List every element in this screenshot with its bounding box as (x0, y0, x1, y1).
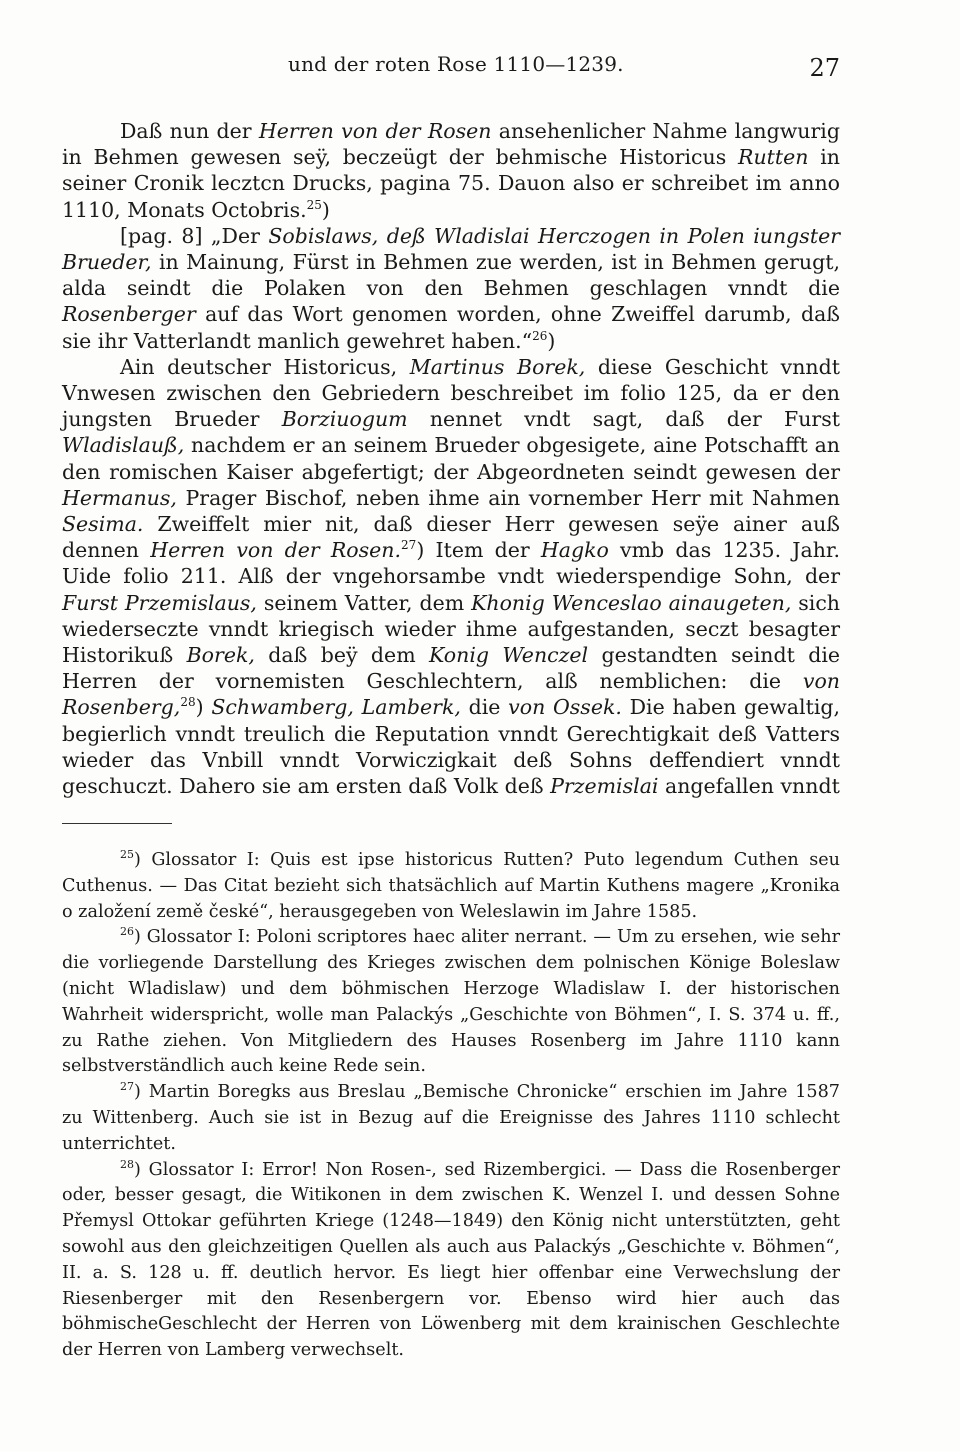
text-segment: ) Item der (416, 538, 541, 563)
italic-text: Herren von der Rosen. (150, 538, 402, 563)
text-segment: in seiner Cronik lecztcn Drucks, pagina 75. Dauon also er schreibet im anno 1110, Monats Octobris. (62, 145, 840, 222)
italic-text: Konig Wenczel (429, 643, 589, 668)
text-segment: seinem Vatter, dem (256, 590, 472, 615)
footnote (62, 925, 840, 1080)
footnote-reference: 26 (532, 328, 548, 343)
footnote-number: 28 (120, 1157, 134, 1171)
text-segment: diese Geschicht vnndt Vnwesen zwischen den Gebriedern beschreibet im folio 125, da er den jungsten Brueder (62, 354, 840, 432)
italic-text: Schwamberg, Lamberk, (211, 695, 461, 720)
body-paragraph (62, 354, 840, 799)
italic-text: Rosenberger (62, 302, 196, 327)
text-segment: nachdem er an seinem Brueder obgesigete, aine Potschafft an den romischen Kaiser abgefertigt; der Abgeordneten seindt gewesen der (62, 433, 840, 484)
footnote-reference: 25 (306, 197, 322, 212)
text-segment: gestandten seindt die Herren der vornemisten Geschlechtern, alß nemblichen: die (62, 643, 841, 694)
italic-text: Wladislauß, (62, 433, 185, 458)
main-text (62, 118, 840, 799)
italic-text: Herren von der Rosen (258, 119, 492, 143)
text-segment: [pag. 8] „Der (120, 223, 269, 248)
italic-text: Hermanus, (62, 485, 177, 510)
italic-text: Hagko (540, 538, 609, 563)
text-segment: vmb das 1235. Jahr. Uide folio 211. Alß der vngehorsambe vndt wiederspendige Sohn, der (62, 538, 840, 589)
footnote-text: ) Martin Boregks aus Breslau „Bemische Chronicke“ erschien im Jahre 1587 zu Wittenberg. Auch sie ist in Bezug auf die Ereignisse des Jahres 1110 schlecht unterrichtet. (62, 1082, 840, 1154)
text-segment: ) (195, 695, 212, 720)
footnote-number: 26 (120, 925, 134, 939)
text-segment: auf das Wort genomen worden, ohne Zweiffel darumb, daß sie ihr Vatterlandt manlich gewehret haben.“ (62, 302, 840, 353)
body-paragraph (62, 118, 840, 223)
text-segment: die (460, 695, 509, 720)
page-number: 27 (809, 54, 840, 82)
italic-text: von Ossek. (508, 695, 622, 720)
text-segment: in Mainung, Fürst in Behmen zue werden, ist in Behmen gerugt, alda seindt die Polaken von den Behmen geschlagen vnndt die (62, 250, 840, 301)
body-paragraph (62, 223, 840, 354)
footnote-text: ) Glossator I: Poloni scriptores haec aliter nerrant. — Um zu ersehen, wie sehr die vorliegende Darstellung des Krieges zwischen dem polnischen Könige Boleslaw (nicht Wladislaw) und dem böhmischen Herzoge Wladislaw I. der historischen Wahrheit widerspricht, wolle man Palackýs „Geschichte von Böhmen“, I. S. 374 u. ff., zu Rathe ziehen. Von Mitgliedern des Hauses Rosenberg im Jahre 1110 kann selbstverständlich auch keine Rede sein. (62, 927, 840, 1077)
text-segment: Die haben gewaltig, begierlich vnndt treulich die Reputation vnndt Gerechtigkait deß Vatters wieder das Vnbill vnndt Vorwiczigkait deß Sohns deffendiert vnndt geschuczt. Dahero sie am ersten daß Volk deß (62, 695, 841, 799)
italic-text: Sesima. (62, 512, 144, 537)
footnote (62, 1080, 840, 1157)
text-segment: ansehenlicher Nahme langwurig in Behmen gewesen seÿ, beczeügt der behmische Historicus (62, 119, 840, 170)
text-segment: Prager Bischof, neben ihme ain vornember Herr mit Nahmen (176, 485, 840, 510)
italic-text: Przemislai (550, 774, 659, 799)
italic-text: von Rosenberg, (62, 669, 840, 720)
italic-text: Furst Przemislaus, (62, 590, 257, 615)
italic-text: Rutten (738, 145, 809, 170)
italic-text: Martinus Borek, (409, 354, 586, 379)
footnote-reference: 28 (180, 695, 196, 710)
footnote-reference: 27 (401, 538, 417, 553)
text-segment: Zweiffelt mier nit, daß dieser Herr gewesen seÿe ainer auß dennen (62, 512, 840, 563)
footnote-separator (62, 823, 172, 824)
text-segment: ) (321, 197, 330, 222)
italic-text: Borziuogum (281, 407, 408, 432)
text-segment: Ain deutscher Historicus, (120, 354, 410, 379)
italic-text: Khonig Wenceslao ainaugeten, (471, 590, 792, 615)
footnote-number: 25 (120, 848, 134, 862)
page-header (62, 52, 840, 88)
text-segment: daß beÿ dem (254, 643, 430, 668)
footnote-number: 27 (120, 1080, 134, 1094)
text-segment: sich wiederseczte vnndt kriegisch wieder ihme aufgestanden, seczt besagter Historikuß (62, 590, 841, 668)
text-segment: Daß nun der (120, 119, 259, 143)
footnote (62, 1158, 840, 1364)
italic-text: Sobislaws, deß Wladislai Herczogen in Polen iungster Brueder, (62, 223, 840, 275)
running-head: und der roten Rose 1110—1239. (288, 52, 624, 76)
footnote-text: ) Glossator I: Quis est ipse historicus Rutten? Puto legendum Cuthen seu Cuthenus. — Das Citat bezieht sich thatsächlich auf Martin Kuthens magere „Kronika o založení země české“, herausgegeben von Weleslawin im Jahre 1585. (62, 850, 840, 922)
text-segment: ) (547, 328, 556, 353)
text-segment: nennet vndt sagt, daß der Furst (407, 407, 840, 432)
footnote-text: ) Glossator I: Error! Non Rosen-, sed Rizembergici. — Dass die Rosenberger oder, besser gesagt, die Witikonen in dem zwischen K. Wenzel I. und dessen Sohne Přemysl Ottokar geführten Kriege (1248—1849) den König nicht unterstützten, geht sowohl aus den gleichzeitigen Quellen als auch aus Palackýs „Geschichte v. Böhmen“, II. a. S. 128 u. ff. deutlich hervor. Es liegt hier offenbar eine Verwechslung der Riesenberger mit den Resenbergern vor. Ebenso wird hier auch das böhmischeGeschlecht der Herren von Löwenberg mit dem krainischen Geschlechte der Herren von Lamberg verwechselt. (62, 1159, 840, 1361)
text-segment: angefallen vnndt (658, 774, 840, 799)
italic-text: Borek, (186, 643, 255, 668)
footnote (62, 848, 840, 925)
footnotes (62, 848, 840, 1364)
